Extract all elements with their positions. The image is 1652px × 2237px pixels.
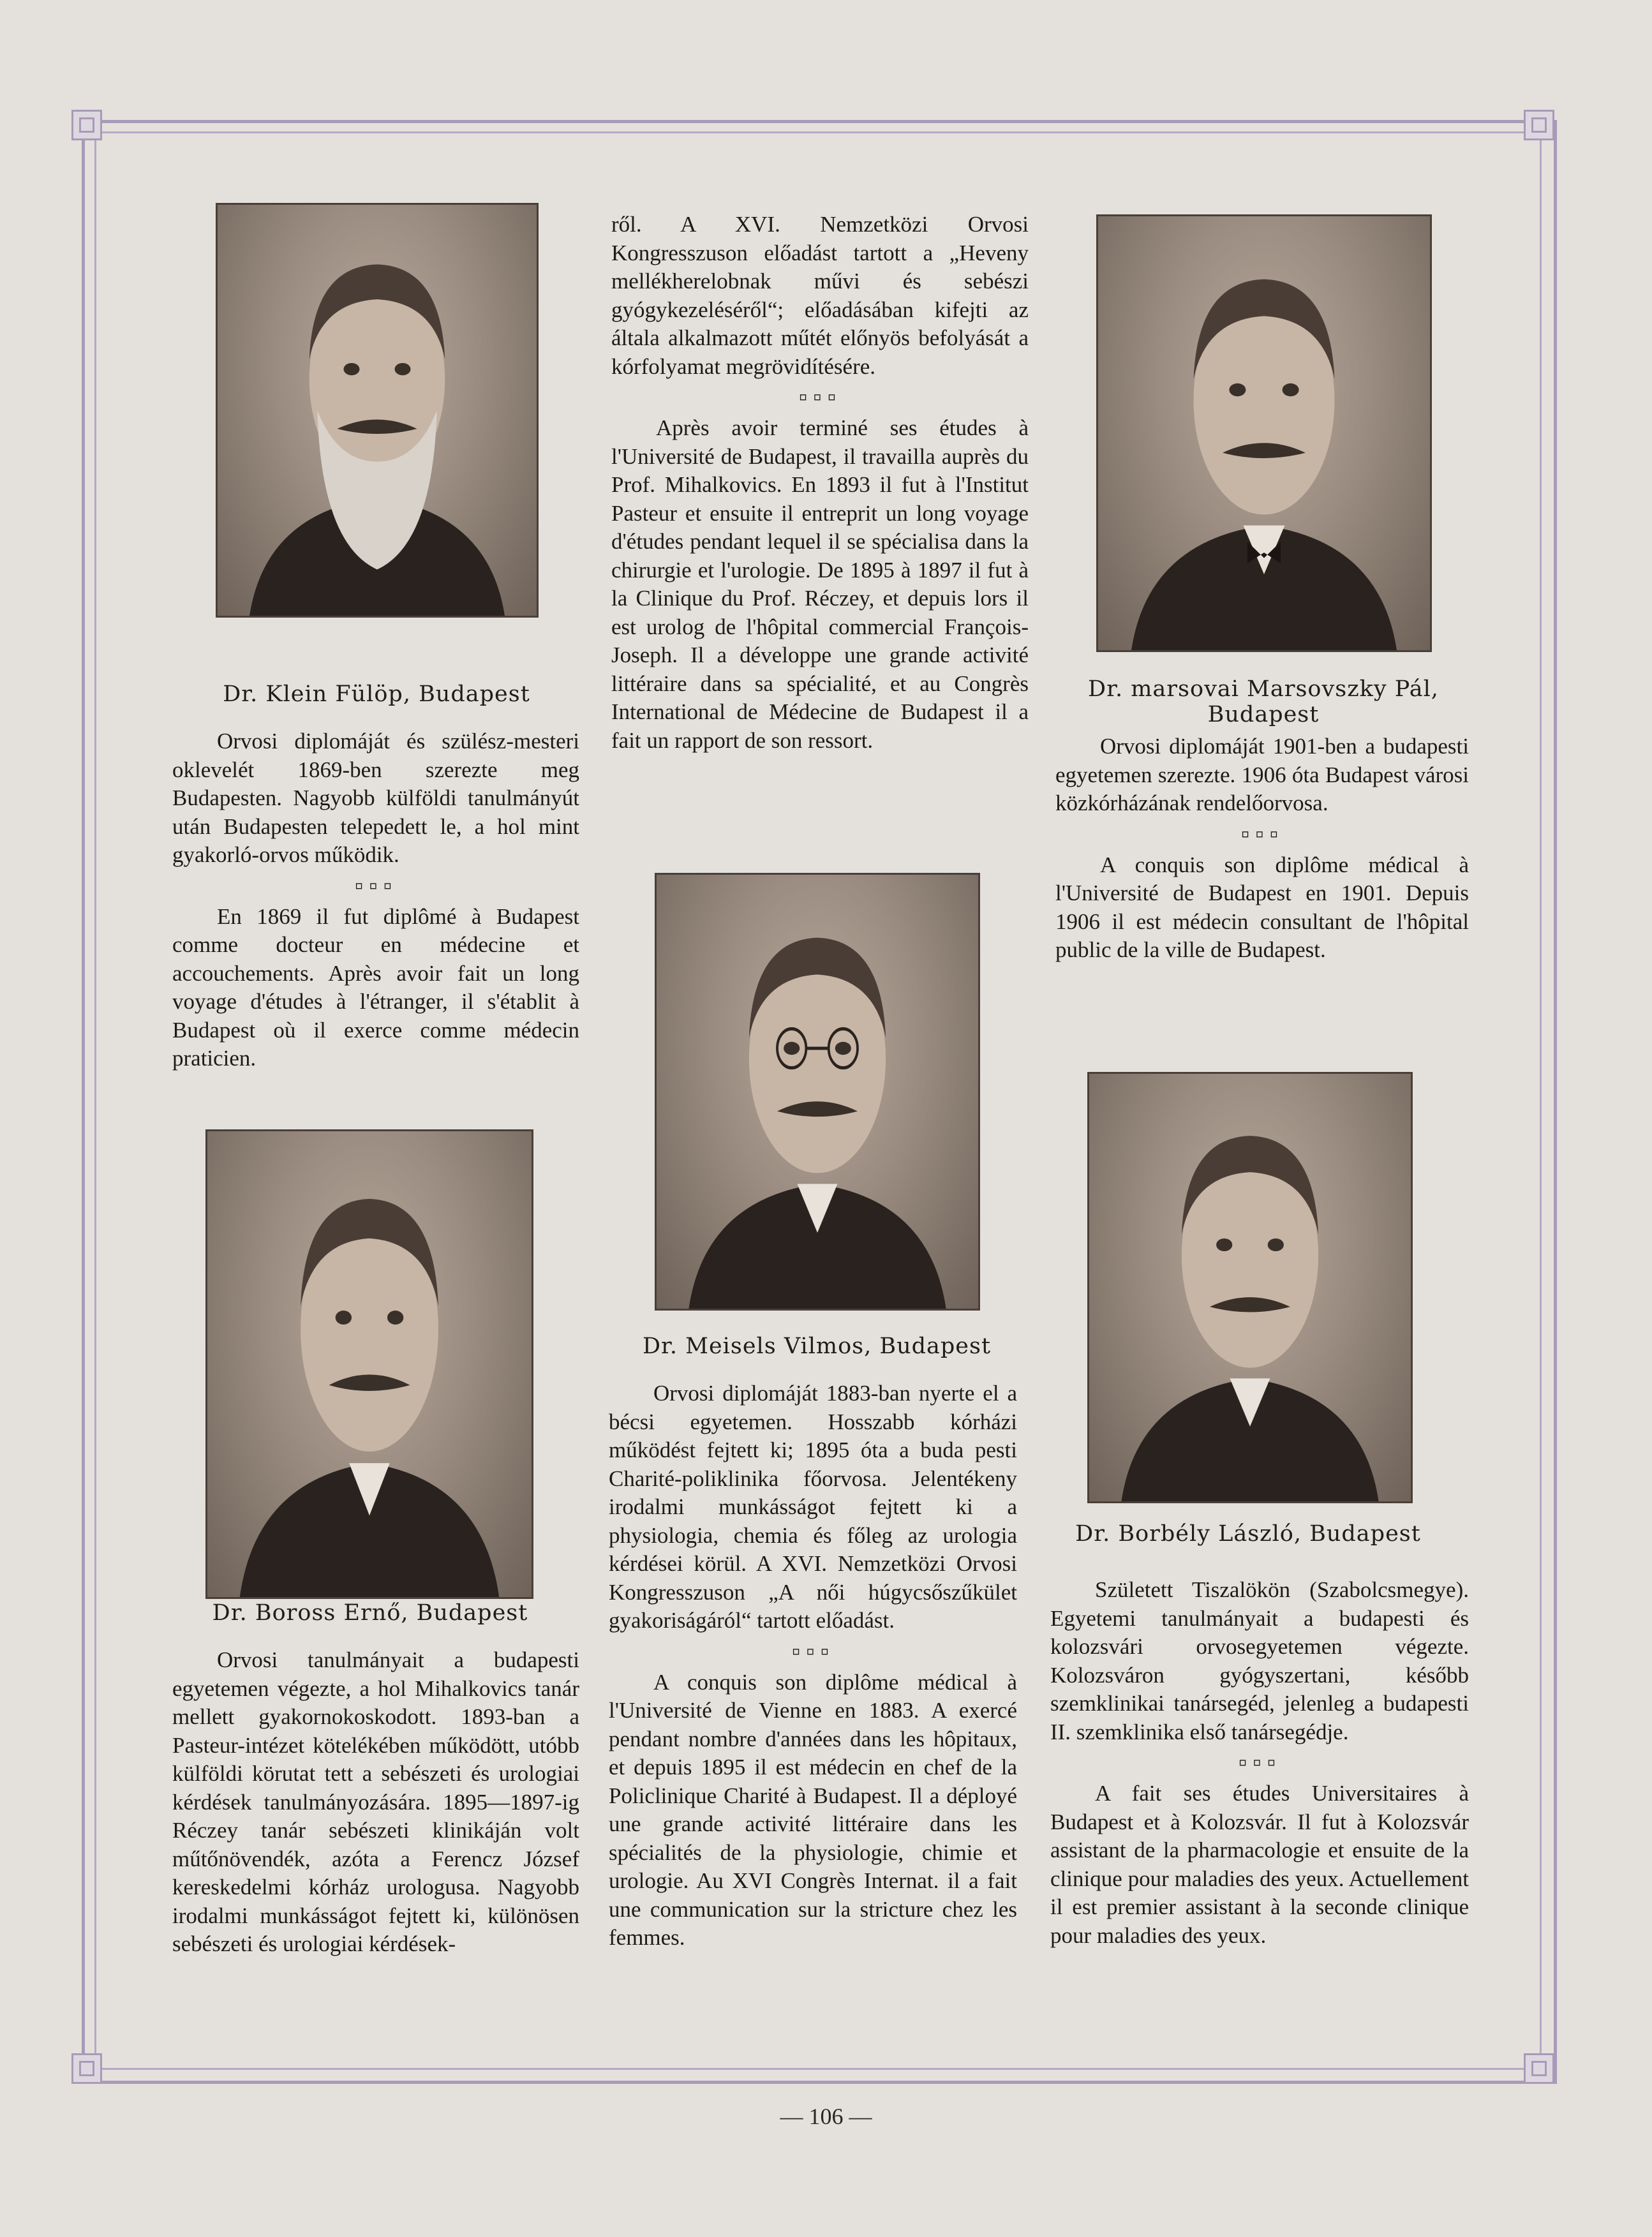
portrait-marsovszky-pal [1096,214,1432,652]
bio-marsovszky-fr: A conquis son diplôme médical à l'Université de Budapest en 1901. Depuis 1906 il est médecin consultant de l'hôpital public de la ville de Budapest. [1055,852,1469,962]
section-separator: ▫▫▫ [1238,1753,1281,1771]
bio-meisels [609,1379,1017,1952]
caption-klein: Dr. Klein Fülöp, Budapest [223,681,530,707]
bio-boross-hu-cont: ről. A XVI. Nemzetközi Orvosi Kongresszuson előadást tartott a „Heveny mellékherelobnak művi és sebészi gyógykezeléséről“; előadásában kifejti az általa alkalmazott műtét előnyös befolyását a kórfolyamat megrövidítésére. [611,212,1029,379]
portrait-boross-erno [205,1129,533,1599]
bio-klein [172,727,579,1073]
bio-borbely-fr: A fait ses études Universitaires à Budapest et à Kolozsvár. Il fut à Kolozsvár assistant de la pharmacologie et ensuite de la clinique pour maladies des yeux. Actuellement il est premier assistant à la seconde clinique pour maladies des yeux. [1050,1781,1469,1948]
bio-boross-continued [611,211,1029,755]
bio-borbely-hu: Született Tiszalökön (Szabolcsmegye). Egyetemi tanulmányait a budapesti és kolozsvári orvosegyetemen végezte. Kolozsváron gyógyszertani, később szemklinikai tanársegéd, jelenleg a budapesti II. szemklinika első tanársegédje. [1050,1577,1469,1744]
portrait-borbely-laszlo [1087,1072,1413,1503]
section-separator: ▫▫▫ [354,875,398,894]
caption-boross: Dr. Boross Ernő, Budapest [212,1600,528,1626]
bio-boross-hu: Orvosi tanulmányait a budapesti egyetemen végezte, a hol Mihalkovics tanár mellett gyakornokoskodott. 1893-ban a Pasteur-intézet kötelékében működött, utóbb külföldi körutat tett a sebészeti és urologiai kérdések tanulmányozására. 1895—1897-ig Réczey tanár sebészeti klinikáján volt műtőnövendék, azóta a Ferencz József kereskedelmi kórház urologusa. Nagyobb irodalmi munkásságot fejtett ki, különösen sebészeti és urologiai kérdések- [172,1647,579,1956]
caption-borbely: Dr. Borbély László, Budapest [1075,1521,1421,1547]
bio-meisels-fr: A conquis son diplôme médical à l'Université de Vienne en 1883. A exercé pendant nombre d'années dans les hôpitaux, et depuis 1895 il est médecin en chef de la Policlinique Charité à Budapest. Il a déployé une grande activité littéraire dans les spécialités de la physiologie, chimie et urologie. Au XVI Congrès Internat. il a fait une communication sur la stricture chez les femmes. [609,1669,1017,1950]
page-number: — 106 — [780,2104,872,2129]
corner-ornament-bottom-left [71,2053,102,2084]
caption-marsovszky: Dr. marsovai Marsovszky Pál, Budapest [1088,676,1439,727]
bio-klein-hu: Orvosi diplomáját és szülész-mesteri oklevelét 1869-ben szerezte meg Budapesten. Nagyobb külföldi tanulmányút után Budapesten telepedett le, a hol mint gyakorló-orvos működik. [172,729,579,867]
bio-marsovszky [1055,732,1469,965]
bio-boross-fr: Après avoir terminé ses études à l'Université de Budapest, il travailla auprès du Prof. Mihalkovics. En 1893 il fut à l'Institut Pasteur et ensuite il entreprit un long voyage d'études pendant lequel il se spécialisa dans la chirurgie et l'urologie. De 1895 à 1897 il fut à la Clinique du Prof. Réczey, et depuis lors il est urolog de l'hôpital commercial François-Joseph. Il a développe une grande activité littéraire dans sa spécialité, et au Congrès International de Médecine de Budapest il a fait un rapport de son ressort. [611,415,1029,753]
portrait-klein-fulop [216,203,539,618]
section-separator: ▫▫▫ [798,387,842,405]
bio-meisels-hu: Orvosi diplomáját 1883-ban nyerte el a bécsi egyetemen. Hosszabb kórházi működést fejtett ki; 1895 óta a buda pesti Charité-poliklinika főorvosa. Jelentékeny irodalmi munkásságot fejtett ki a physiologia, chemia és főleg az urologia kérdései körül. A XVI. Nemzetközi Orvosi Kongresszuson „A női húgycsőszűkület gyakoriságáról“ tartott előadást. [609,1381,1017,1633]
bio-marsovszky-hu: Orvosi diplomáját 1901-ben a budapesti egyetemen szerezte. 1906 óta Budapest városi közkórházának rendelőorvosa. [1055,734,1469,815]
corner-ornament-top-right [1524,110,1554,140]
section-separator: ▫▫▫ [1240,824,1284,842]
section-separator: ▫▫▫ [791,1641,835,1660]
corner-ornament-bottom-right [1524,2053,1554,2084]
bio-boross [172,1646,579,1959]
bio-borbely [1050,1576,1469,1950]
caption-meisels: Dr. Meisels Vilmos, Budapest [642,1334,992,1359]
portrait-meisels-vilmos [655,873,980,1311]
bio-klein-fr: En 1869 il fut diplômé à Budapest comme docteur en médecine et accouchements. Après avoir fait un long voyage d'études à l'étranger, il s'établit à Budapest où il exerce comme médecin praticien. [172,903,579,1071]
corner-ornament-top-left [71,110,102,140]
